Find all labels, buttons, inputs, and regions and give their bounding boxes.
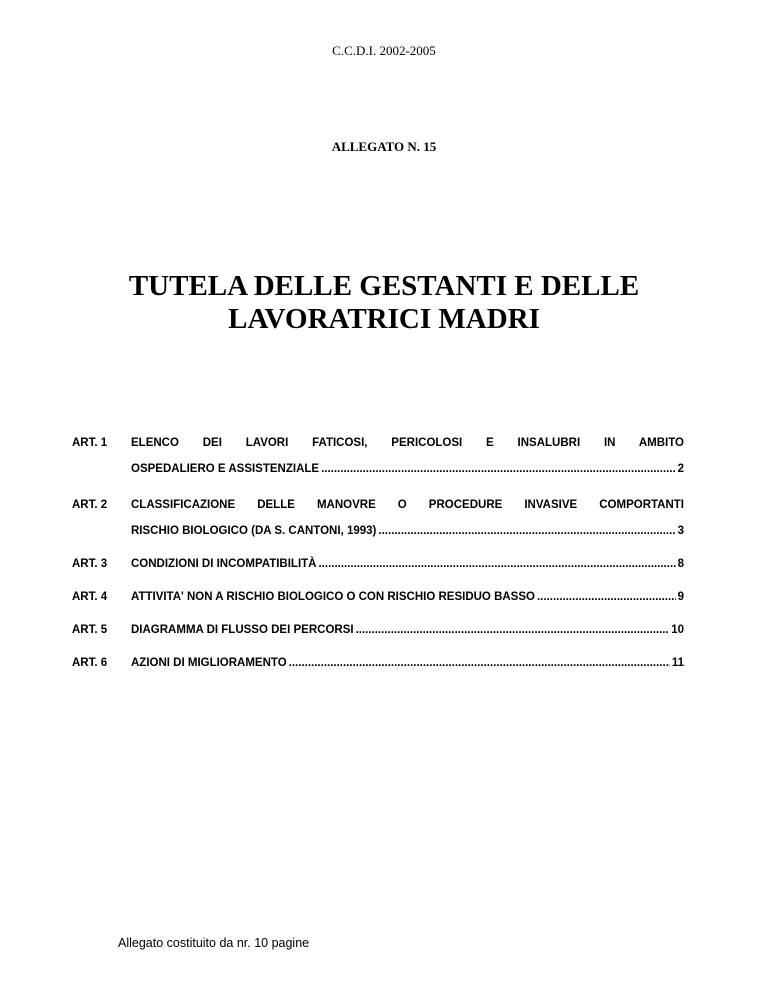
page-count-note: Allegato costituito da nr. 10 pagine	[118, 936, 310, 950]
toc-leader-dots	[289, 650, 670, 676]
toc-entry-body	[131, 584, 684, 610]
toc-entry-title: CONDIZIONI DI INCOMPATIBILITÀ	[131, 558, 317, 570]
toc-entry-body	[131, 617, 684, 643]
toc-page-number: 10	[671, 624, 684, 636]
toc-entry-number: ART. 6	[72, 657, 108, 669]
toc-page-number: 2	[677, 463, 684, 475]
toc-entry-number: ART. 4	[72, 591, 108, 603]
toc-entry-title-line-1: ELENCO DEI LAVORI FATICOSI, PERICOLOSI E INSALUBRI IN AMBITO	[131, 437, 684, 449]
toc-entry-body	[131, 430, 684, 482]
toc-entry-title: DIAGRAMMA DI FLUSSO DEI PERCORSI	[131, 624, 354, 636]
toc-entry-art-6[interactable]	[72, 650, 684, 676]
toc-entry-title: AZIONI DI MIGLIORAMENTO	[131, 657, 287, 669]
toc-entry-title-line-2	[131, 518, 684, 544]
toc-entry-body	[131, 551, 684, 577]
toc-entry-title-line-1: CLASSIFICAZIONE DELLE MANOVRE O PROCEDURE INVASIVE COMPORTANTI	[131, 499, 684, 511]
toc-entry-title-line	[131, 551, 684, 577]
toc-entry-art-5[interactable]	[72, 617, 684, 643]
toc-page-number: 3	[677, 525, 684, 537]
toc-entry-art-2[interactable]	[72, 492, 684, 544]
toc-entry-number: ART. 2	[72, 499, 108, 511]
toc-entry-body	[131, 492, 684, 544]
toc-entry-art-4[interactable]	[72, 584, 684, 610]
toc-entry-title: OSPEDALIERO E ASSISTENZIALE	[131, 463, 320, 475]
toc-page-number: 11	[671, 657, 684, 669]
toc-leader-dots	[321, 456, 676, 482]
toc-entry-title-line	[131, 617, 684, 643]
toc-entry-art-1[interactable]	[72, 430, 684, 482]
toc-leader-dots	[537, 584, 676, 610]
toc-page-number: 8	[677, 558, 684, 570]
toc-entry-title: RISCHIO BIOLOGICO (DA S. CANTONI, 1993)	[131, 525, 377, 537]
document-title	[60, 270, 708, 336]
toc-leader-dots	[356, 617, 670, 643]
toc-leader-dots	[378, 518, 675, 544]
toc-entry-art-3[interactable]	[72, 551, 684, 577]
toc-entry-body	[131, 650, 684, 676]
toc-entry-number: ART. 5	[72, 624, 108, 636]
toc-entry-title: ATTIVITA' NON A RISCHIO BIOLOGICO O CON RISCHIO RESIDUO BASSO	[131, 591, 535, 603]
toc-page-number: 9	[677, 591, 684, 603]
table-of-contents	[72, 430, 684, 676]
title-line-2: LAVORATRICI MADRI	[228, 303, 540, 335]
toc-entry-title-line	[131, 650, 684, 676]
toc-entry-title-line-2	[131, 456, 684, 482]
annex-label: ALLEGATO N. 15	[331, 139, 437, 154]
title-line-1: TUTELA DELLE GESTANTI E DELLE	[128, 270, 640, 302]
toc-leader-dots	[318, 551, 675, 577]
toc-entry-number: ART. 3	[72, 558, 108, 570]
contract-header: C.C.D.I. 2002-2005	[332, 43, 436, 58]
toc-entry-title-line	[131, 584, 684, 610]
toc-entry-number: ART. 1	[72, 437, 108, 449]
